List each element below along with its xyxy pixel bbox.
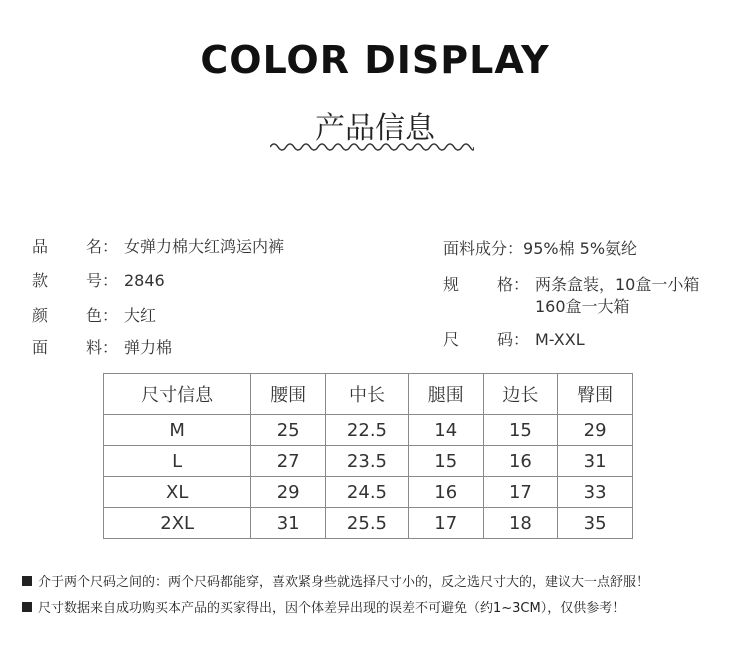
size-chart-table bbox=[103, 373, 633, 539]
table-cell: 16 bbox=[408, 477, 483, 508]
table-cell: 29 bbox=[558, 415, 633, 446]
column-header: 腿围 bbox=[408, 374, 483, 415]
info-label-b: 名： bbox=[86, 237, 119, 256]
column-header: 边长 bbox=[483, 374, 558, 415]
info-label-b: 料： bbox=[86, 338, 119, 357]
info-label-a: 款 bbox=[32, 271, 49, 290]
info-value: 弹力棉 bbox=[124, 338, 173, 357]
info-label-a: 尺 bbox=[443, 330, 460, 349]
info-label-b: 码： bbox=[497, 330, 530, 349]
table-cell: M bbox=[104, 415, 251, 446]
info-label-b: 格： bbox=[497, 275, 530, 294]
info-row-fabric bbox=[443, 239, 637, 259]
table-cell: 14 bbox=[408, 415, 483, 446]
info-label-a: 规 bbox=[443, 275, 460, 294]
note-text: 尺寸数据来自成功购买本产品的买家得出，因个体差异出现的误差不可避免（约1~3CM），仅供参考！ bbox=[38, 601, 626, 616]
table-cell: 17 bbox=[408, 508, 483, 539]
table-cell: 17 bbox=[483, 477, 558, 508]
info-label-a: 品 bbox=[32, 237, 49, 256]
table-cell: 29 bbox=[251, 477, 326, 508]
column-header: 中长 bbox=[326, 374, 409, 415]
info-label-b: 号： bbox=[86, 271, 119, 290]
info-row-size-range bbox=[443, 330, 585, 350]
info-row-material bbox=[32, 338, 172, 358]
table-cell: 15 bbox=[408, 446, 483, 477]
table-row bbox=[104, 477, 633, 508]
column-header: 腰围 bbox=[251, 374, 326, 415]
page-title-english: COLOR DISPLAY bbox=[200, 38, 550, 82]
info-row-name bbox=[32, 237, 284, 257]
info-label: 面料成分： bbox=[443, 239, 524, 258]
table-cell: XL bbox=[104, 477, 251, 508]
info-value: 女弹力棉大红鸿运内裤 bbox=[124, 237, 285, 256]
note-text: 介于两个尺码之间的：两个尺码都能穿，喜欢紧身些就选择尺寸小的，反之选尺寸大的，建议大一点舒服！ bbox=[38, 575, 650, 590]
table-row bbox=[104, 508, 633, 539]
table-cell: 2XL bbox=[104, 508, 251, 539]
info-value: 2846 bbox=[124, 271, 165, 290]
table-cell: 31 bbox=[251, 508, 326, 539]
table-row bbox=[104, 446, 633, 477]
bullet-square-icon bbox=[22, 602, 32, 612]
table-cell: 27 bbox=[251, 446, 326, 477]
info-value: M-XXL bbox=[535, 330, 585, 349]
info-value: 大红 bbox=[124, 306, 157, 325]
note-item bbox=[22, 571, 649, 590]
table-cell: 16 bbox=[483, 446, 558, 477]
table-cell: 33 bbox=[558, 477, 633, 508]
column-header: 臀围 bbox=[558, 374, 633, 415]
table-cell: 25 bbox=[251, 415, 326, 446]
info-value: 160盒一大箱 bbox=[535, 297, 630, 316]
section-title: 产品信息 bbox=[315, 111, 435, 146]
info-row-spec bbox=[443, 275, 699, 295]
table-cell: 25.5 bbox=[326, 508, 409, 539]
info-row-style-number bbox=[32, 271, 165, 291]
info-row-spec-continued bbox=[535, 297, 630, 317]
table-header-row bbox=[104, 374, 633, 415]
table-cell: 31 bbox=[558, 446, 633, 477]
table-cell: L bbox=[104, 446, 251, 477]
table-cell: 24.5 bbox=[326, 477, 409, 508]
info-row-color bbox=[32, 306, 156, 326]
table-cell: 15 bbox=[483, 415, 558, 446]
bullet-square-icon bbox=[22, 576, 32, 586]
info-label-a: 面 bbox=[32, 338, 49, 357]
info-label-a: 颜 bbox=[32, 306, 49, 325]
column-header: 尺寸信息 bbox=[104, 374, 251, 415]
table-cell: 35 bbox=[558, 508, 633, 539]
note-item bbox=[22, 597, 625, 616]
info-value: 两条盒装，10盒一小箱 bbox=[535, 275, 700, 294]
info-value: 95%棉 5%氨纶 bbox=[523, 239, 638, 258]
table-cell: 18 bbox=[483, 508, 558, 539]
info-label-b: 色： bbox=[86, 306, 119, 325]
table-row bbox=[104, 415, 633, 446]
table-cell: 22.5 bbox=[326, 415, 409, 446]
wave-divider bbox=[270, 140, 474, 154]
table-cell: 23.5 bbox=[326, 446, 409, 477]
